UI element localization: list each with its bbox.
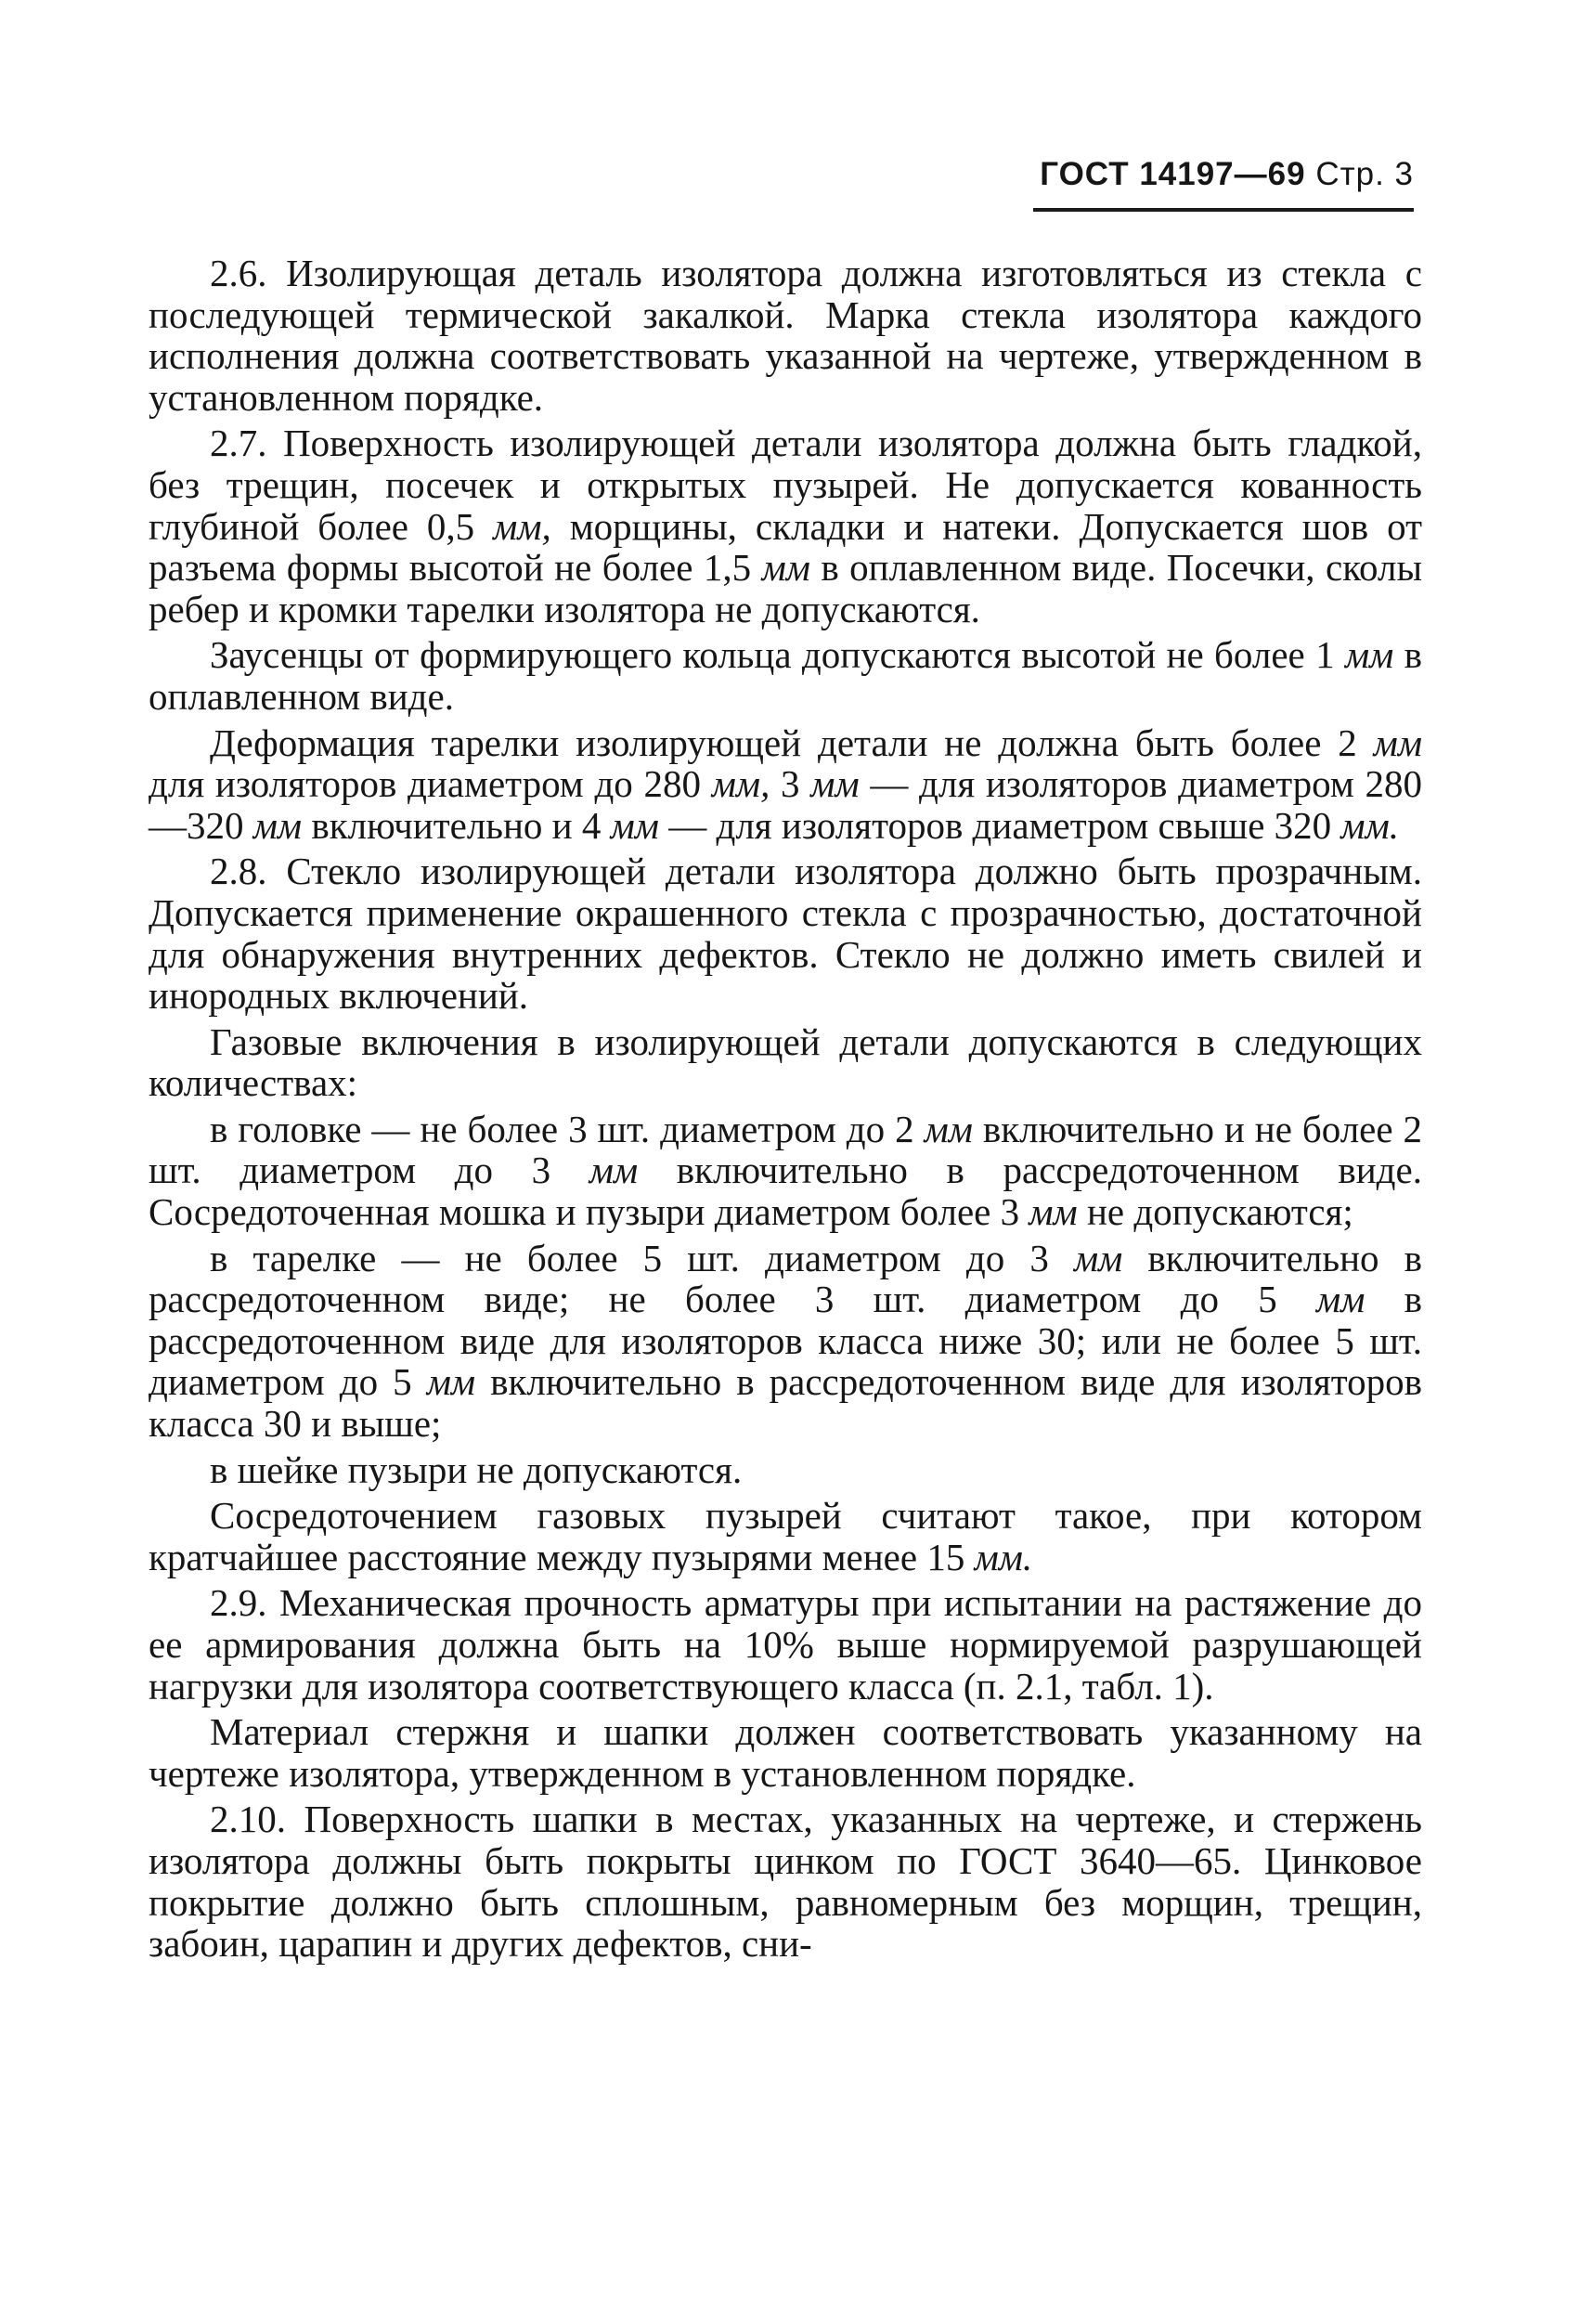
paragraph	[149, 253, 1422, 418]
paragraph-text: 2.10. Поверхность шапки в местах, указанных на чертеже, и стержень изолятора должны быть покрыты цинком по ГОСТ 3640—65. Цинковое покрытие должно быть сплошным, равномерным без морщин, трещин, забоин, царапин и других дефектов, сни-	[149, 1798, 1422, 1966]
paragraph	[149, 850, 1422, 1016]
unit-text: мм.	[974, 1535, 1033, 1578]
paragraph-text: включительно и не более 2 шт. диаметром до 3	[149, 1107, 1423, 1192]
paragraph-text: — для изоляторов диаметром свыше 320	[658, 803, 1341, 847]
paragraph	[149, 1495, 1422, 1577]
unit-text: мм	[1073, 1236, 1123, 1279]
paragraph-text: включительно в рассредоточенном виде. Сосредоточенная мошка и пузыри диаметром более 3	[149, 1149, 1422, 1234]
paragraph-text: включительно в рассредоточенном виде; не более 3 шт. диаметром до 5	[149, 1236, 1422, 1321]
paragraph	[149, 1109, 1422, 1233]
unit-text: мм	[1373, 721, 1422, 764]
paragraph-text: Сосредоточением газовых пузырей считают такое, при котором кратчайшее расстояние между пузырями менее 15	[149, 1494, 1422, 1578]
paragraph	[149, 1449, 1422, 1491]
paragraph-text: Деформация тарелки изолирующей детали не должна быть более 2	[210, 721, 1374, 764]
paragraph-text: 2.7. Поверхность изолирующей детали изолятора должна быть гладкой, без трещин, посечек и открытых пузырей. Не допускается кованность глубиной более 0,5	[149, 422, 1422, 548]
running-header	[1040, 156, 1414, 193]
paragraph-text: включительно и 4	[302, 803, 611, 847]
unit-text: мм	[810, 762, 860, 806]
paragraph-text: в оплавленном виде. Посечки, сколы ребер и кромки тарелки изолятора не допускаются.	[149, 546, 1422, 630]
paragraph	[149, 1582, 1422, 1707]
paragraph-text: в оплавленном виде.	[149, 633, 1422, 718]
unit-text: мм	[426, 1360, 476, 1404]
unit-text: мм	[761, 546, 810, 590]
unit-text: мм	[924, 1107, 973, 1150]
paragraph-text: — для изоляторов диаметром 280—320	[149, 762, 1423, 847]
unit-text: мм	[252, 803, 303, 847]
unit-text: мм,	[493, 504, 551, 548]
unit-text: мм	[1029, 1190, 1078, 1234]
paragraph-text: морщины, складки и натеки. Допускается шов от разъема формы высотой не более 1,5	[149, 504, 1422, 590]
paragraph-text: 3	[770, 762, 811, 806]
unit-text: мм	[1344, 633, 1394, 677]
paragraph	[149, 422, 1422, 630]
unit-text: мм.	[1340, 803, 1399, 847]
paragraph-text: 2.9. Механическая прочность арматуры при испытании на растяжение до ее армирования должна быть на 10% выше нормируемой разрушающей нагрузки для изолятора соответствующего класса (п. 2.1, табл. 1).	[149, 1581, 1422, 1707]
header-rule	[1033, 208, 1414, 212]
unit-text: мм	[1316, 1278, 1365, 1321]
paragraph-text: не допускаются;	[1077, 1190, 1353, 1234]
paragraph-text: в тарелке — не более 5 шт. диаметром до 3	[210, 1236, 1074, 1279]
paragraph	[149, 1798, 1422, 1964]
paragraph-text: 2.8. Стекло изолирующей детали изолятора должно быть прозрачным. Допускается применение окрашенного стекла с прозрачностью, достаточной для обнаружения внутренних дефектов. Стекло не должно иметь свилей и инородных включений.	[149, 850, 1422, 1018]
paragraph-text: 2.6. Изолирующая деталь изолятора должна изготовляться из стекла с последующей термической закалкой. Марка стекла изолятора каждого исполнения должна соответствовать указанной на чертеже, утвержденном в установленном порядке.	[149, 252, 1422, 419]
unit-text: мм	[610, 803, 659, 847]
paragraph-text: в шейке пузыри не допускаются.	[210, 1448, 743, 1491]
page-number: Стр. 3	[1315, 156, 1414, 192]
paragraph-text: включительно в рассредоточенном виде для изоляторов класса 30 и выше;	[149, 1360, 1422, 1446]
paragraph	[149, 1238, 1422, 1445]
body-text	[149, 253, 1422, 1969]
paragraph	[149, 634, 1422, 717]
paragraph-text: в головке — не более 3 шт. диаметром до 2	[210, 1107, 925, 1150]
paragraph	[149, 1021, 1422, 1104]
paragraph-text: Газовые включения в изолирующей детали допускаются в следующих количествах:	[149, 1019, 1422, 1105]
unit-text: мм,	[711, 762, 770, 806]
paragraph-text: Материал стержня и шапки должен соответствовать указанному на чертеже изолятора, утвержденном в установленном порядке.	[149, 1710, 1422, 1795]
standard-number: ГОСТ 14197—69	[1040, 156, 1306, 192]
unit-text: мм	[589, 1149, 639, 1192]
paragraph	[149, 1711, 1422, 1794]
paragraph-text: для изоляторов диаметром до 280	[149, 762, 712, 806]
paragraph	[149, 722, 1422, 847]
paragraph-text: в рассредоточенном виде для изоляторов класса ниже 30; или не более 5 шт. диаметром до 5	[149, 1278, 1423, 1404]
paragraph-text: Заусенцы от формирующего кольца допускаются высотой не более 1	[210, 633, 1345, 677]
